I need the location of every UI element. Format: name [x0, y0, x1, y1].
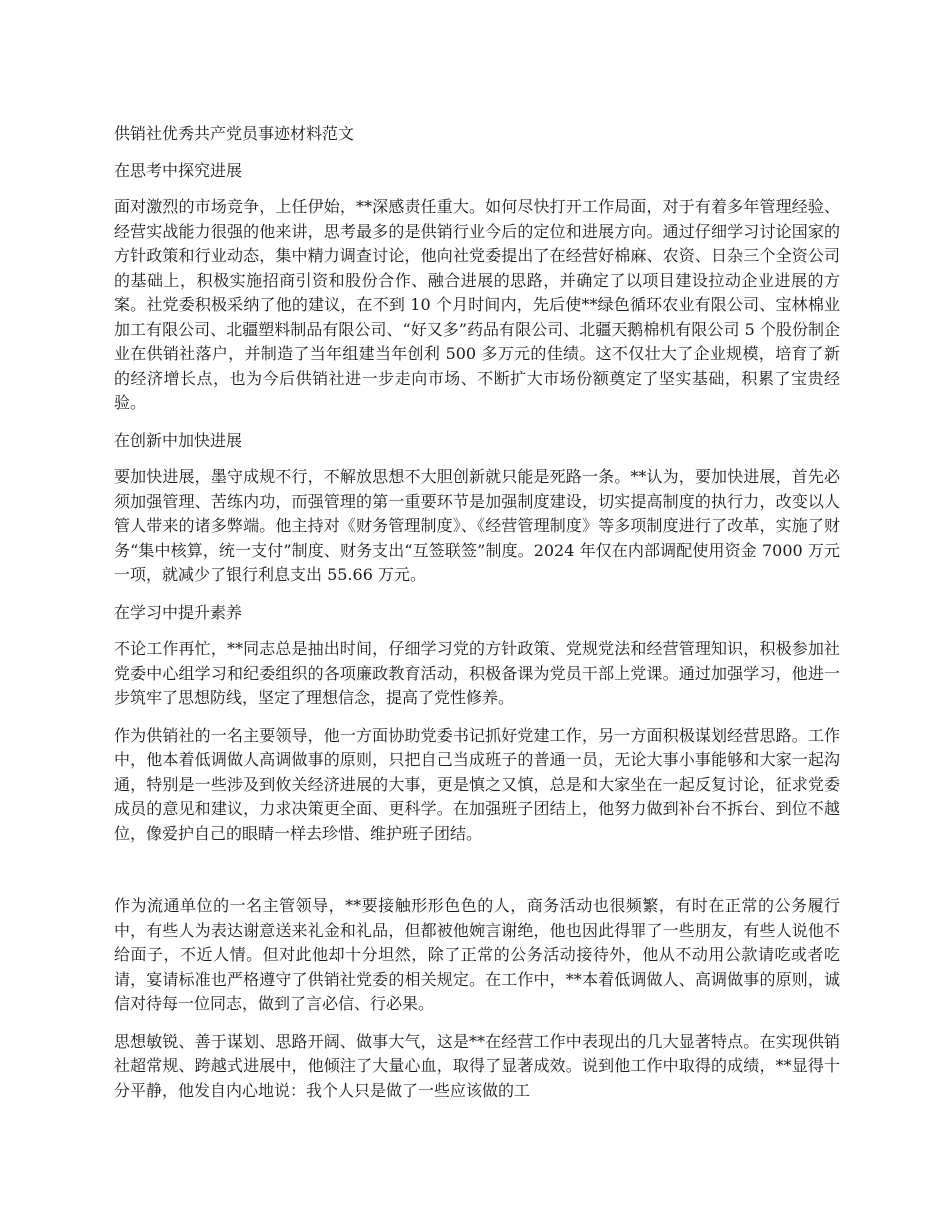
document-title: 供销社优秀共产党员事迹材料范文	[114, 124, 355, 143]
section-paragraph: 不论工作再忙，**同志总是抽出时间，仔细学习党的方针政策、党规党法和经营管理知识，积极参加社党委中心组学习和纪委组织的各项廉政教育活动，积极备课为党员干部上党课。通过加强学习，他进一步筑牢了思想防线，坚定了理想信念，提高了党性修养。	[114, 639, 840, 707]
section-paragraph: 作为流通单位的一名主管领导，**要接触形形色色的人，商务活动也很频繁，有时在正常的公务履行中，有些人为表达谢意送来礼金和礼品，但都被他婉言谢绝，他也因此得罪了一些朋友，有些人说他不给面子，不近人情。但对此他却十分坦然，除了正常的公务活动接待外，他从不动用公款请吃或者吃请，宴请标准也严格遵守了供销社党委的相关规定。在工作中，**本着低调做人、高调做事的原则，诚信对待每一位同志，做到了言必信、行必果。	[114, 896, 840, 1013]
section-paragraph: 要加快进展，墨守成规不行，不解放思想不大胆创新就只能是死路一条。**认为，要加快进展，首先必须加强管理、苦练内功，而强管理的第一重要环节是加强制度建设，切实提高制度的执行力，改变以人管人带来的诸多弊端。他主持对《财务管理制度》、《经营管理制度》等多项制度进行了改革，实施了财务“集中核算，统一支付”制度、财务支出“互签联签”制度。2024 年仅在内部调配使用资金 7000 万元一项，就减少了银行利息支出 55.66 万元。	[114, 467, 840, 584]
section-paragraph: 思想敏锐、善于谋划、思路开阔、做事大气，这是**在经营工作中表现出的几大显著特点。在实现供销社超常规、跨越式进展中，他倾注了大量心血，取得了显著成效。说到他工作中取得的成绩，**显得十分平静，他发自内心地说：我个人只是做了一些应该做的工	[114, 1031, 840, 1100]
section-heading-innovation: 在创新中加快进展	[114, 430, 243, 450]
document-page	[114, 122, 840, 1116]
section-heading-learning: 在学习中提升素养	[114, 602, 243, 622]
section-paragraph: 作为供销社的一名主要领导，他一方面协助党委书记抓好党建工作，另一方面积极谋划经营思路。工作中，他本着低调做人高调做事的原则，只把自己当成班子的普通一员，无论大事小事能够和大家一起沟通，特别是一些涉及到攸关经济进展的大事，更是慎之又慎，总是和大家坐在一起反复讨论，征求党委成员的意见和建议，力求决策更全面、更科学。在加强班子团结上，他努力做到补台不拆台、到位不越位，像爱护自己的眼睛一样去珍惜、维护班子团结。	[114, 725, 840, 843]
section-paragraph: 面对激烈的市场竞争，上任伊始，**深感责任重大。如何尽快打开工作局面，对于有着多年管理经验、经营实战能力很强的他来讲，思考最多的是供销行业今后的定位和进展方向。通过仔细学习讨论国家的方针政策和行业动态，集中精力调查讨论，他向社党委提出了在经营好棉麻、农资、日杂三个全资公司的基础上，积极实施招商引资和股份合作、融合进展的思路，并确定了以项目建设拉动企业进展的方案。社党委积极采纳了他的建议，在不到 10 个月时间内，先后使**绿色循环农业有限公司、宝林棉业加工有限公司、北疆塑料制品有限公司、“好又多”药品有限公司、北疆天鹅棉机有限公司 5 个股份制企业在供销社落户，并制造了当年组建当年创利 500 多万元的佳绩。这不仅壮大了企业规模，培育了新的经济增长点，也为今后供销社进一步走向市场、不断扩大市场份额奠定了坚实基础，积累了宝贵经验。	[114, 197, 840, 412]
paragraph-spacer	[114, 859, 840, 894]
section-heading-thinking: 在思考中探究进展	[114, 160, 243, 180]
